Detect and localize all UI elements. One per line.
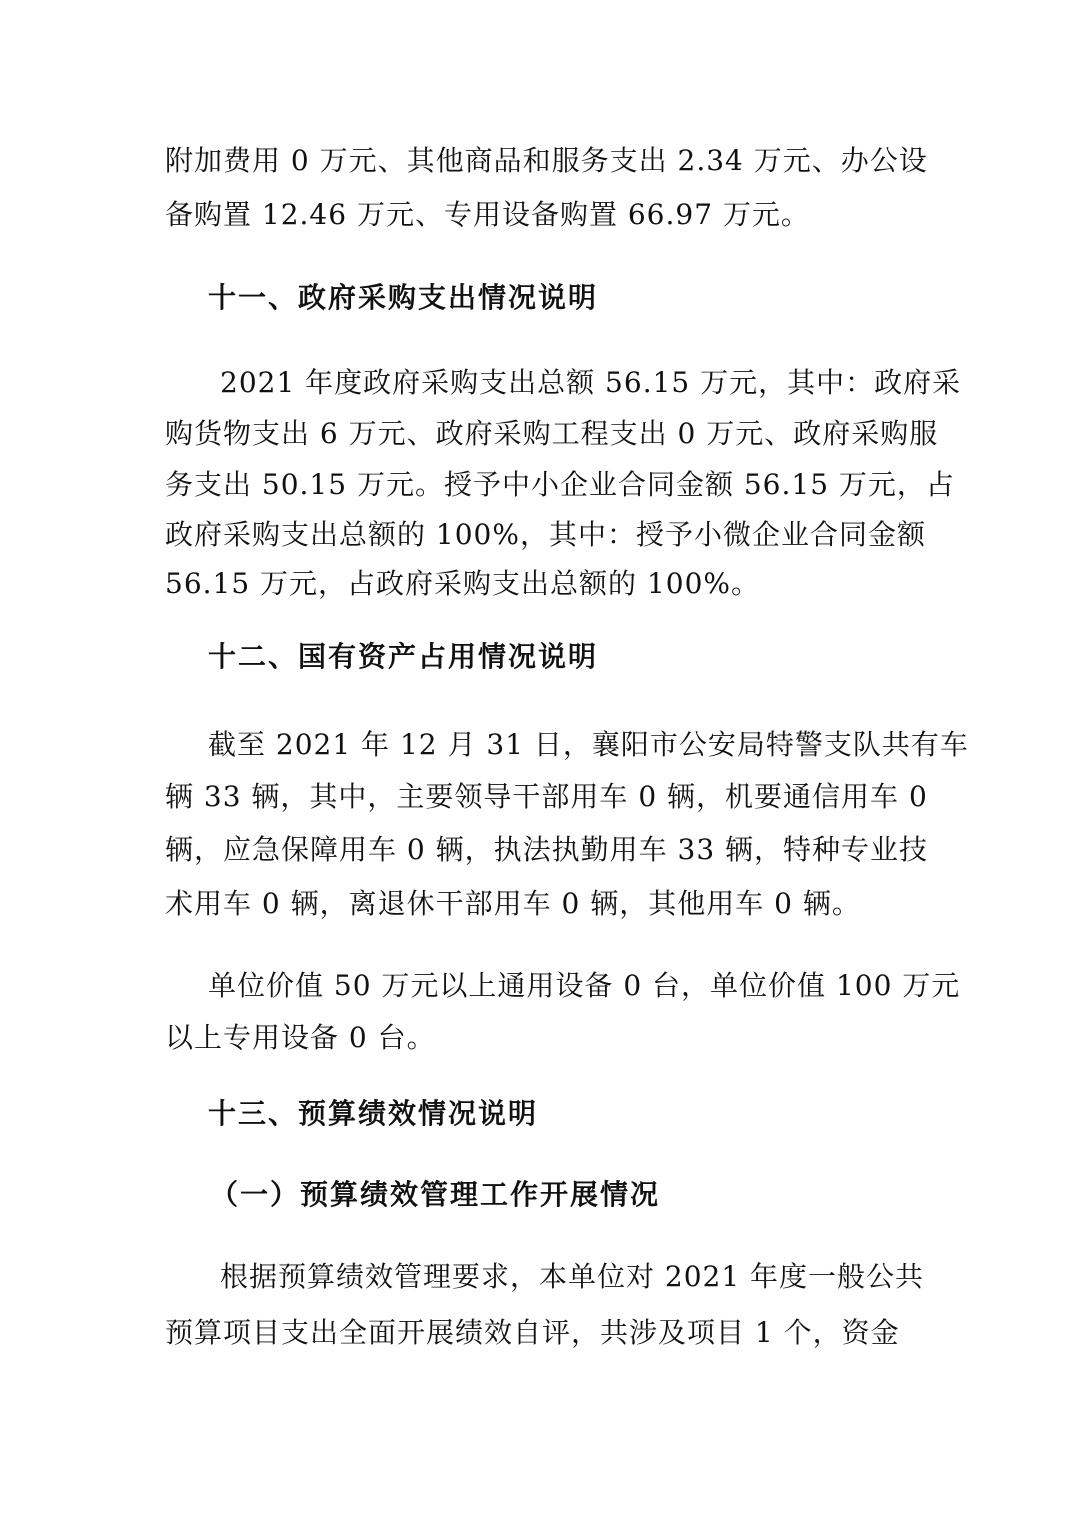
section-heading-12: 十二、国有资产占用情况说明 xyxy=(208,640,599,673)
paragraph-line: 辆，应急保障用车 0 辆，执法执勤用车 33 辆，特种专业技 xyxy=(165,833,929,866)
paragraph-line: 务支出 50.15 万元。授予中小企业合同金额 56.15 万元，占 xyxy=(165,468,955,501)
paragraph-line: 辆 33 辆，其中，主要领导干部用车 0 辆，机要通信用车 0 xyxy=(165,780,928,813)
paragraph-line: 56.15 万元，占政府采购支出总额的 100%。 xyxy=(165,567,761,600)
paragraph-line: 预算项目支出全面开展绩效自评，共涉及项目 1 个，资金 xyxy=(165,1316,900,1349)
paragraph-line: 政府采购支出总额的 100%，其中：授予小微企业合同金额 xyxy=(165,518,926,551)
paragraph-line: 备购置 12.46 万元、专用设备购置 66.97 万元。 xyxy=(165,198,810,231)
paragraph-line: 根据预算绩效管理要求，本单位对 2021 年度一般公共 xyxy=(220,1260,925,1293)
paragraph-line: 截至 2021 年 12 月 31 日，襄阳市公安局特警支队共有车 xyxy=(208,728,969,761)
paragraph-line: 2021 年度政府采购支出总额 56.15 万元，其中：政府采 xyxy=(220,366,962,399)
section-heading-13: 十三、预算绩效情况说明 xyxy=(208,1097,539,1130)
paragraph-line: 以上专用设备 0 台。 xyxy=(165,1021,436,1054)
section-heading-11: 十一、政府采购支出情况说明 xyxy=(208,281,599,314)
paragraph-line: 单位价值 50 万元以上通用设备 0 台，单位价值 100 万元 xyxy=(208,969,961,1002)
paragraph-line: 术用车 0 辆，离退休干部用车 0 辆，其他用车 0 辆。 xyxy=(165,887,861,920)
subsection-heading: （一）预算绩效管理工作开展情况 xyxy=(210,1178,661,1211)
paragraph-line: 附加费用 0 万元、其他商品和服务支出 2.34 万元、办公设 xyxy=(165,144,928,177)
paragraph-line: 购货物支出 6 万元、政府采购工程支出 0 万元、政府采购服 xyxy=(165,417,939,450)
